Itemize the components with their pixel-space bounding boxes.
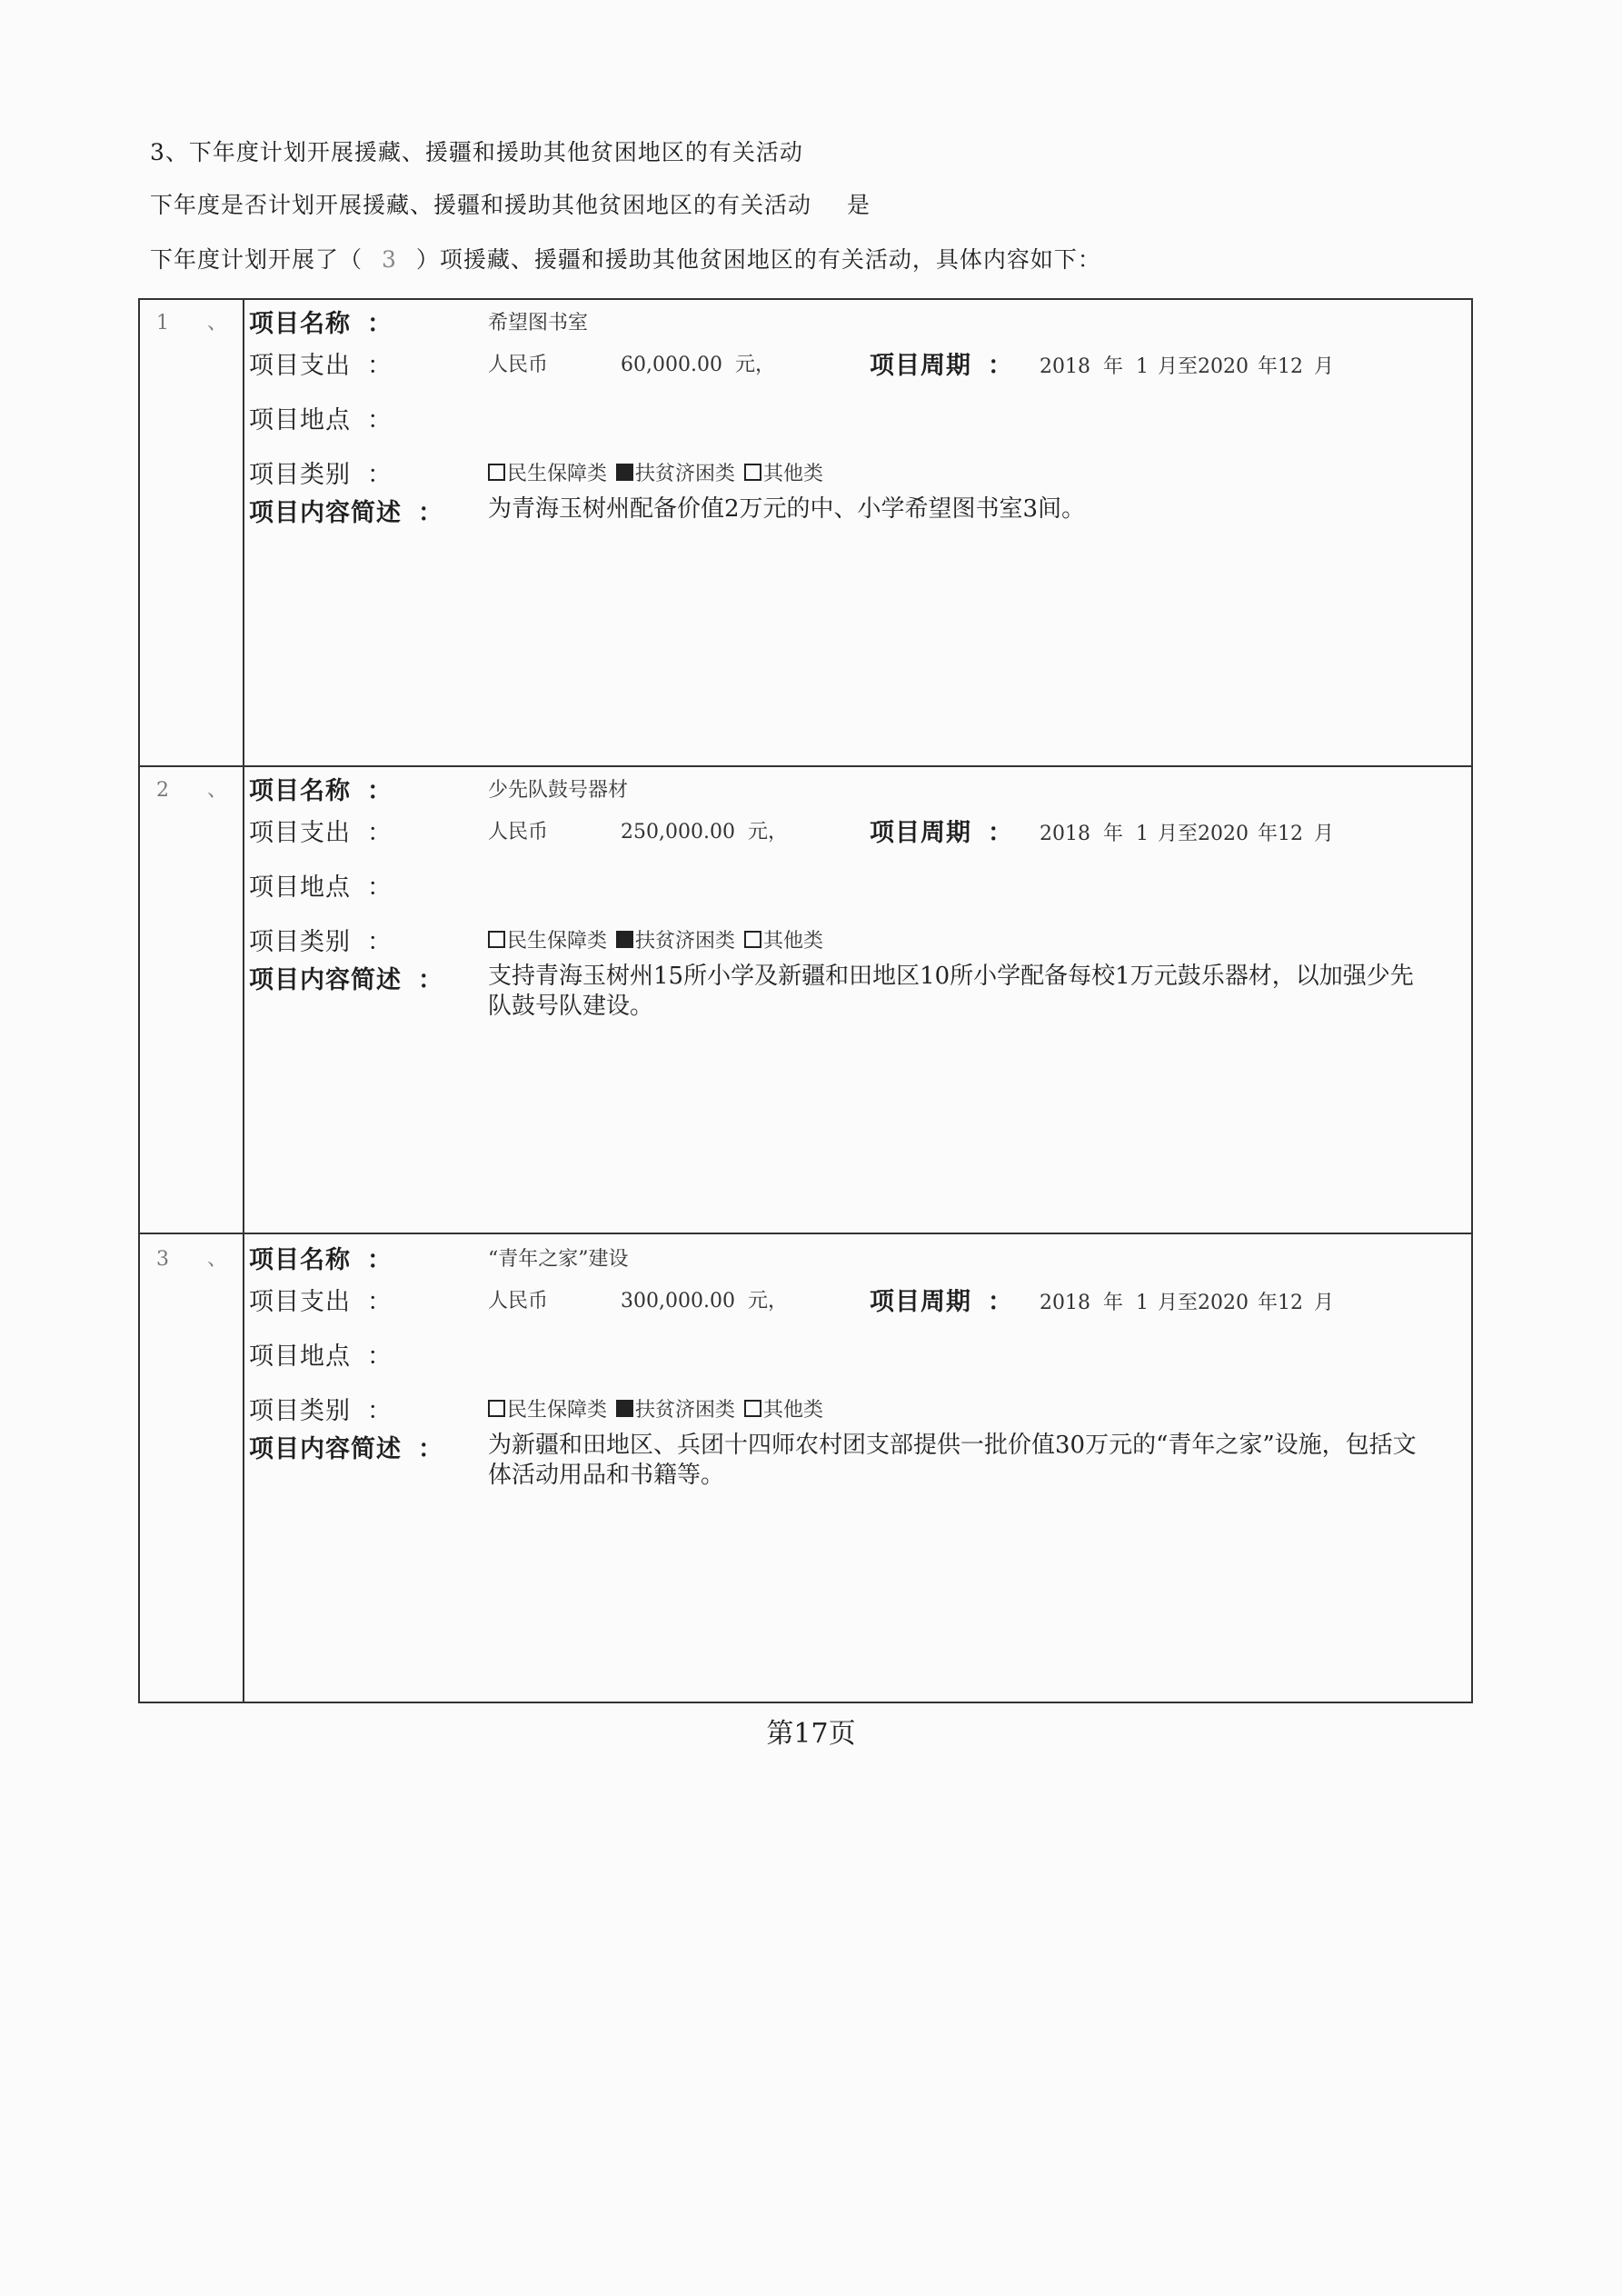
period-start-year: 2018 <box>1040 355 1090 378</box>
project-period-label-text: 项目周期 <box>870 1288 971 1316</box>
category-option-label: 民生保障类 <box>507 463 608 485</box>
project-location-label <box>249 867 393 903</box>
intro-line-3-suffix: ）项援藏、援疆和援助其他贫困地区的有关活动，具体内容如下： <box>415 246 1101 273</box>
label-colon: ： <box>988 819 1013 847</box>
month-label: 月 <box>1314 1292 1335 1314</box>
category-option-label: 民生保障类 <box>507 930 608 953</box>
label-colon: ： <box>367 873 393 902</box>
category-option <box>744 930 823 953</box>
project-name-value: “青年之家”建设 <box>488 1248 629 1271</box>
period-end-month: 12 <box>1278 823 1304 845</box>
unchecked-box-icon <box>488 464 505 481</box>
label-colon: ： <box>367 1397 393 1425</box>
currency-label: 人民币 <box>488 1290 549 1313</box>
year-label: 年 <box>1103 823 1124 845</box>
intro-line-2 <box>150 187 871 220</box>
project-desc-label-text: 项目内容简述 <box>249 499 402 527</box>
project-name-label <box>249 1240 393 1275</box>
label-colon: ： <box>367 928 393 956</box>
project-name-label-text: 项目名称 <box>249 1246 351 1274</box>
label-colon: ： <box>418 1435 443 1463</box>
project-desc-label <box>249 960 443 995</box>
unchecked-box-icon <box>744 1400 761 1417</box>
project-desc-label <box>249 1429 443 1464</box>
project-category-options <box>488 458 832 486</box>
month-to-label: 月至 <box>1158 823 1199 845</box>
project-cost-label-text: 项目支出 <box>249 819 351 847</box>
label-colon: ： <box>418 966 443 994</box>
project-category-options <box>488 1394 832 1423</box>
intro-line-2-text: 下年度是否计划开展援藏、援疆和援助其他贫困地区的有关活动 <box>150 192 812 218</box>
label-colon: ： <box>367 352 393 380</box>
yuan-label: 元， <box>747 821 788 844</box>
project-location-label-text: 项目地点 <box>249 1343 351 1371</box>
month-to-label: 月至 <box>1158 355 1199 378</box>
project-name-value: 少先队鼓号器材 <box>488 779 629 802</box>
category-option <box>488 1399 607 1422</box>
period-start-year: 2018 <box>1040 823 1090 845</box>
project-amount: 250,000.00 <box>621 821 735 844</box>
label-colon: ： <box>367 819 393 847</box>
project-cost-label-text: 项目支出 <box>249 352 351 380</box>
project-index-number: 2 <box>156 779 169 802</box>
intro-line-3-prefix: 下年度计划开展了（ <box>150 246 363 273</box>
category-option-label: 扶贫济困类 <box>635 463 736 485</box>
yuan-label: 元， <box>734 354 775 376</box>
checked-box-icon <box>616 931 633 948</box>
unchecked-box-icon <box>488 1400 505 1417</box>
project-desc-label <box>249 493 443 528</box>
project-desc-label-text: 项目内容简述 <box>249 1435 402 1463</box>
intro-line-3-count: 3 <box>381 246 397 273</box>
category-option-label: 扶贫济困类 <box>635 1399 736 1422</box>
currency-label: 人民币 <box>488 354 549 376</box>
unchecked-box-icon <box>488 931 505 948</box>
project-period-value <box>1040 351 1334 379</box>
period-end-month: 12 <box>1278 1292 1304 1314</box>
checked-box-icon <box>616 1400 633 1417</box>
project-period-value <box>1040 818 1334 846</box>
month-label: 月 <box>1314 355 1335 378</box>
year-label: 年 <box>1258 823 1279 845</box>
project-period-label <box>870 1282 1013 1317</box>
label-colon: ： <box>367 1246 393 1274</box>
project-period-label <box>870 813 1013 848</box>
label-colon: ： <box>988 352 1013 380</box>
year-label: 年 <box>1103 1292 1124 1314</box>
intro-line-3 <box>150 242 1101 275</box>
project-cost-value <box>488 816 788 844</box>
category-option-label: 其他类 <box>763 930 824 953</box>
project-cost-label <box>249 813 393 848</box>
project-index-sep: 、 <box>207 312 228 334</box>
project-category-label <box>249 1391 393 1426</box>
category-option <box>616 930 735 953</box>
category-option <box>488 463 607 485</box>
year-label: 年 <box>1258 355 1279 378</box>
project-index-number: 1 <box>156 312 169 334</box>
project-block <box>138 765 1473 1220</box>
period-end-month: 12 <box>1278 355 1304 378</box>
project-category-label-text: 项目类别 <box>249 928 351 956</box>
project-category-label <box>249 454 393 490</box>
intro-line-1 <box>150 135 803 167</box>
yuan-label: 元， <box>747 1290 788 1313</box>
project-index <box>156 1243 227 1272</box>
category-option <box>616 463 735 485</box>
unchecked-box-icon <box>744 464 761 481</box>
project-cost-label-text: 项目支出 <box>249 1288 351 1316</box>
project-description: 为新疆和田地区、兵团十四师农村团支部提供一批价值30万元的“青年之家”设施，包括文体活动用品和书籍等。 <box>488 1432 1417 1489</box>
label-colon: ： <box>418 499 443 527</box>
unchecked-box-icon <box>744 931 761 948</box>
label-colon: ： <box>367 777 393 805</box>
project-description: 为青海玉树州配备价值2万元的中、小学希望图书室3间。 <box>488 495 1086 523</box>
project-category-options <box>488 925 832 953</box>
project-period-label <box>870 345 1013 381</box>
intro-line-2-answer: 是 <box>846 192 871 218</box>
project-index <box>156 774 227 803</box>
intro-line-1-text: 3、下年度计划开展援藏、援疆和援助其他贫困地区的有关活动 <box>150 139 803 165</box>
category-option-label: 扶贫济困类 <box>635 930 736 953</box>
period-start-month: 1 <box>1136 1292 1149 1314</box>
checked-box-icon <box>616 464 633 481</box>
project-name-label <box>249 771 393 806</box>
label-colon: ： <box>988 1288 1013 1316</box>
category-option <box>488 930 607 953</box>
project-period-label-text: 项目周期 <box>870 819 971 847</box>
category-option <box>616 1399 735 1422</box>
year-label: 年 <box>1103 355 1124 378</box>
project-name-label <box>249 304 393 339</box>
year-label: 年 <box>1258 1292 1279 1314</box>
category-option-label: 其他类 <box>763 463 824 485</box>
project-index-sep: 、 <box>207 1248 228 1271</box>
project-location-label <box>249 400 393 435</box>
category-option <box>744 463 823 485</box>
project-name-label-text: 项目名称 <box>249 777 351 805</box>
project-index <box>156 307 227 335</box>
category-option <box>744 1399 823 1422</box>
project-block <box>138 298 1473 753</box>
label-colon: ： <box>367 406 393 434</box>
project-name-label-text: 项目名称 <box>249 310 351 338</box>
month-label: 月 <box>1314 823 1335 845</box>
label-colon: ： <box>367 310 393 338</box>
label-colon: ： <box>367 1343 393 1371</box>
project-cost-label <box>249 345 393 381</box>
project-location-label-text: 项目地点 <box>249 873 351 902</box>
label-colon: ： <box>367 1288 393 1316</box>
project-category-label-text: 项目类别 <box>249 461 351 489</box>
project-location-label-text: 项目地点 <box>249 406 351 434</box>
project-amount: 300,000.00 <box>621 1290 735 1313</box>
period-start-month: 1 <box>1136 355 1149 378</box>
period-end-year: 2020 <box>1198 355 1249 378</box>
month-to-label: 月至 <box>1158 1292 1199 1314</box>
project-category-label <box>249 922 393 957</box>
period-end-year: 2020 <box>1198 823 1249 845</box>
project-index-sep: 、 <box>207 779 228 802</box>
project-amount: 60,000.00 <box>621 354 722 376</box>
project-category-label-text: 项目类别 <box>249 1397 351 1425</box>
project-cost-label <box>249 1282 393 1317</box>
project-name-value: 希望图书室 <box>488 312 589 334</box>
page-number: 第17页 <box>766 1718 856 1750</box>
category-option-label: 民生保障类 <box>507 1399 608 1422</box>
project-period-label-text: 项目周期 <box>870 352 971 380</box>
project-block <box>138 1234 1473 1689</box>
period-start-month: 1 <box>1136 823 1149 845</box>
project-location-label <box>249 1336 393 1372</box>
project-description: 支持青海玉树州15所小学及新疆和田地区10所小学配备每校1万元鼓乐器材，以加强少先队鼓号队建设。 <box>488 963 1414 1020</box>
project-cost-value <box>488 349 775 377</box>
currency-label: 人民币 <box>488 821 549 844</box>
project-period-value <box>1040 1287 1334 1315</box>
category-option-label: 其他类 <box>763 1399 824 1422</box>
project-index-number: 3 <box>156 1248 169 1271</box>
period-end-year: 2020 <box>1198 1292 1249 1314</box>
project-desc-label-text: 项目内容简述 <box>249 966 402 994</box>
project-cost-value <box>488 1285 788 1313</box>
label-colon: ： <box>367 461 393 489</box>
period-start-year: 2018 <box>1040 1292 1090 1314</box>
